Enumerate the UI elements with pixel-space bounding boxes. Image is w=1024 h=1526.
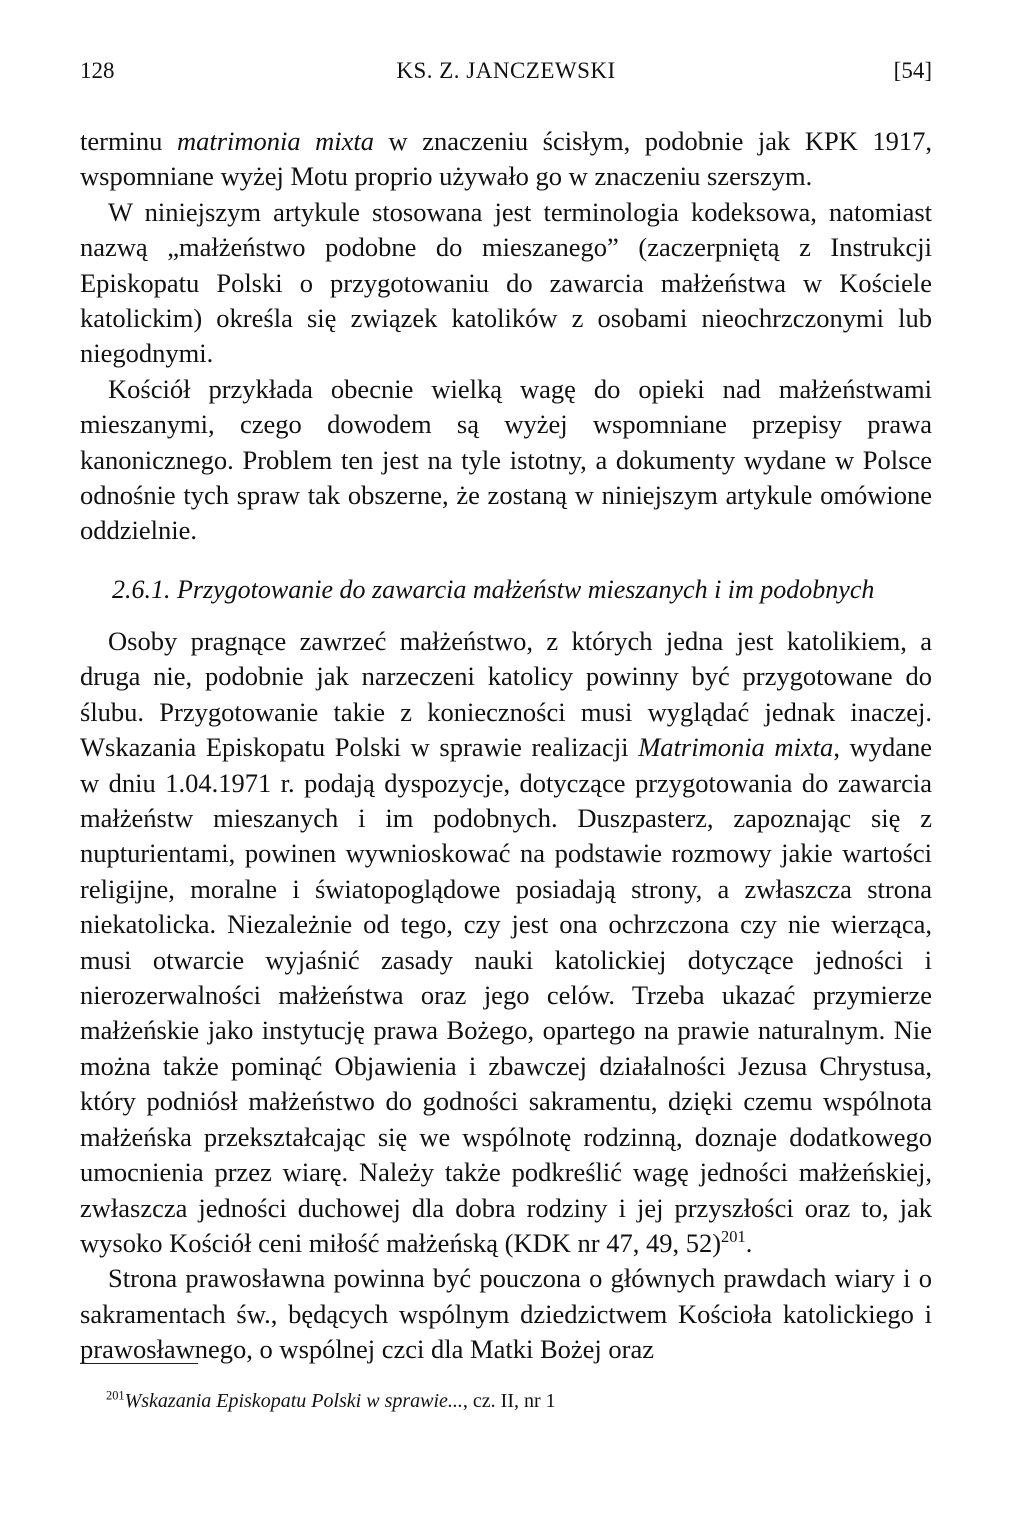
section-title: Przygotowanie do zawarcia małżeństw mieszanych i im podobnych xyxy=(177,575,875,604)
footnote-title: Wskazania Episkopatu Polski w sprawie... xyxy=(124,1390,463,1412)
footnote-number: 201 xyxy=(106,1388,125,1403)
paragraph: W niniejszym artykule stosowana jest terminologia kodeksowa, natomiast nazwą „małżeństwo podobne do mieszanego” (zaczerpniętą z Instrukcji Episkopatu Polski o przygotowaniu do zawarcia małżeństwa w Kościele katolickim) określa się związek katolików z osobami nieochrzczonymi lub niegodnymi. xyxy=(80,196,932,369)
text-run: Osoby pragnące zawrzeć małżeństwo, z których jedna jest katolikiem, a druga nie, podobnie jak narzeczeni katolicy powinny być przygotowane do ślubu. Przygotowanie takie z konieczności musi wyglądać jednak inaczej. Wskazania Episkopatu Polski w sprawie realizacji xyxy=(80,626,932,763)
text-run: terminu xyxy=(80,126,177,156)
running-title: KS. Z. JANCZEWSKI xyxy=(396,58,616,83)
text-run: , wydane w dniu 1.04.1971 r. podają dyspozycje, dotyczące przygotowania do zawarcia małżeństw mieszanych i im podobnych. Duszpasterz, zapoznając się z nupturientami, powinen wywnioskować na podstawie rozmowy jakie wartości religijne, moralne i światopoglądowe posiadają strony, a zwłaszcza strona niekatolicka. Niezależnie od tego, czy jest ona ochrzczona czy nie wierząca, musi otwarcie wyjaśnić zasady nauki katolickiej dotyczące jedności i nierozerwalności małżeństwa oraz jego celów. Trzeba ukazać przymierze małżeńskie jako instytucję prawa Bożego, opartego na prawie naturalnym. Nie można także pominąć Objawienia i zbawczej działalności Jezusa Chrystusa, który podniósł małżeństwo do godności sakramentu, dzięki czemu wspólnota małżeńska przekształcając się we wspólnotę rodzinną, doznaje dodatkowego umocnienia przez wiarę. Należy także podkreślić wagę jedności małżeńskiej, zwłaszcza jedności duchowej dla dobra rodziny i jej przyszłości oraz to, jak wysoko Kościół ceni miłość małżeńską (KDK nr 47, 49, 52) xyxy=(80,732,932,1258)
footnote-text: , cz. II, nr 1 xyxy=(462,1390,556,1412)
section-number: 2.6.1. xyxy=(112,575,171,604)
text-run: . xyxy=(745,1227,753,1258)
paragraph: Strona prawosławna powinna być pouczona o głównych prawdach wiary i o sakramentach św., będących wspólnym dziedzictwem Kościoła katolickiego i prawosławnego, o wspólnej czci dla Matki Bożej oraz xyxy=(80,1263,932,1365)
footnote-reference: 201 xyxy=(721,1226,746,1246)
page-header xyxy=(80,56,932,86)
footnote-divider xyxy=(80,1363,198,1364)
footnote xyxy=(106,1388,932,1414)
italic-title: Matrimonia mixta xyxy=(638,732,834,763)
paragraph xyxy=(80,624,932,1261)
italic-term: matrimonia mixta xyxy=(176,126,375,156)
body-text-bottom xyxy=(80,624,932,1368)
section-reference: [54] xyxy=(893,58,932,83)
paragraph-continuation xyxy=(80,124,932,195)
text-run: w znaczeniu ścisłym, podobnie jak KPK 1917, wspomniane wyżej Motu proprio używało go w znaczeniu szerszym. xyxy=(80,126,932,192)
paragraph: Kościół przykłada obecnie wielką wagę do opieki nad małżeństwami mieszanymi, czego dowodem są wyżej wspomniane przepisy prawa kanonicznego. Problem ten jest na tyle istotny, a dokumenty wydane w Polsce odnośnie tych spraw tak obszerne, że zostaną w niniejszym artykule omówione oddzielnie. xyxy=(80,373,932,546)
page-number: 128 xyxy=(80,58,115,83)
section-heading xyxy=(112,572,932,608)
body-text-top xyxy=(80,124,932,549)
